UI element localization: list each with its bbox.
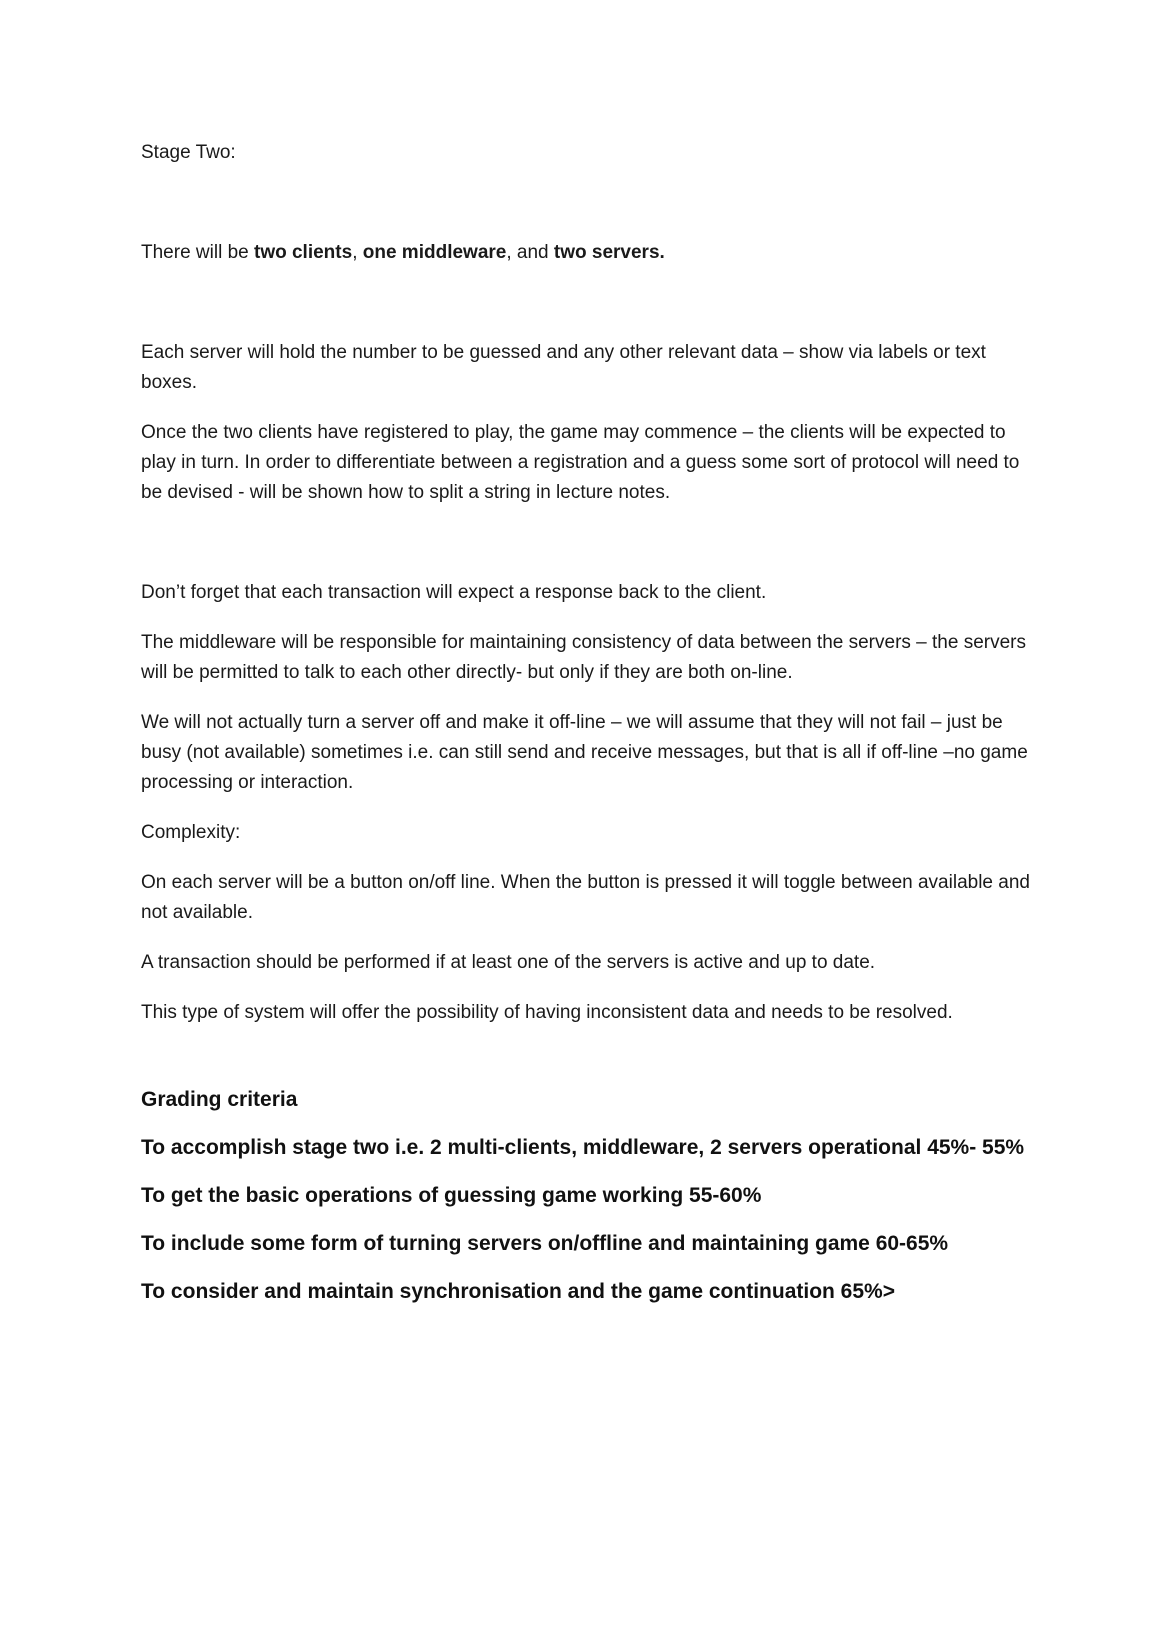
paragraph-server-offline: We will not actually turn a server off and make it off-line – we will assume that they will not fail – just be busy (not available) sometimes i.e. can still send and receive messages, but that is all if off-line –no game processing or interaction. [141,712,1028,793]
document-body [141,138,1031,1326]
grading-item: To include some form of turning servers on/offline and maintaining game 60-65% [141,1232,949,1255]
intro-separator-2: , and [506,242,554,263]
intro-two-clients: two clients [254,242,353,263]
paragraph-server-data: Each server will hold the number to be guessed and any other relevant data – show via labels or text boxes. [141,342,986,393]
intro-two-servers: two servers. [553,242,665,263]
intro-one-middleware: one middleware [362,242,507,263]
stage-title: Stage Two: [141,142,236,163]
intro-paragraph [141,238,1031,268]
paragraph-transaction-response: Don’t forget that each transaction will expect a response back to the client. [141,582,767,603]
grading-item: To consider and maintain synchronisation and the game continuation 65%> [141,1280,895,1303]
intro-prefix: There will be [141,242,254,263]
paragraph-toggle-button: On each server will be a button on/off line. When the button is pressed it will toggle between available and not available. [141,872,1030,923]
grading-heading: Grading criteria [141,1088,298,1111]
paragraph-middleware-consistency: The middleware will be responsible for maintaining consistency of data between the servers – the servers will be permitted to talk to each other directly- but only if they are both on-line. [141,632,1027,683]
grading-item: To accomplish stage two i.e. 2 multi-clients, middleware, 2 servers operational 45%- 55% [141,1136,1025,1159]
paragraph-transaction-condition: A transaction should be performed if at least one of the servers is active and up to date. [141,952,876,973]
intro-separator-1: , [352,242,363,263]
grading-item: To get the basic operations of guessing game working 55-60% [141,1184,762,1207]
paragraph-inconsistent-data: This type of system will offer the possibility of having inconsistent data and needs to be resolved. [141,1002,953,1023]
paragraph-complexity-label: Complexity: [141,822,241,843]
paragraph-client-registration: Once the two clients have registered to play, the game may commence – the clients will be expected to play in turn. In order to differentiate between a registration and a guess some sort of protocol will need to be devised - will be shown how to split a string in lecture notes. [141,422,1020,503]
